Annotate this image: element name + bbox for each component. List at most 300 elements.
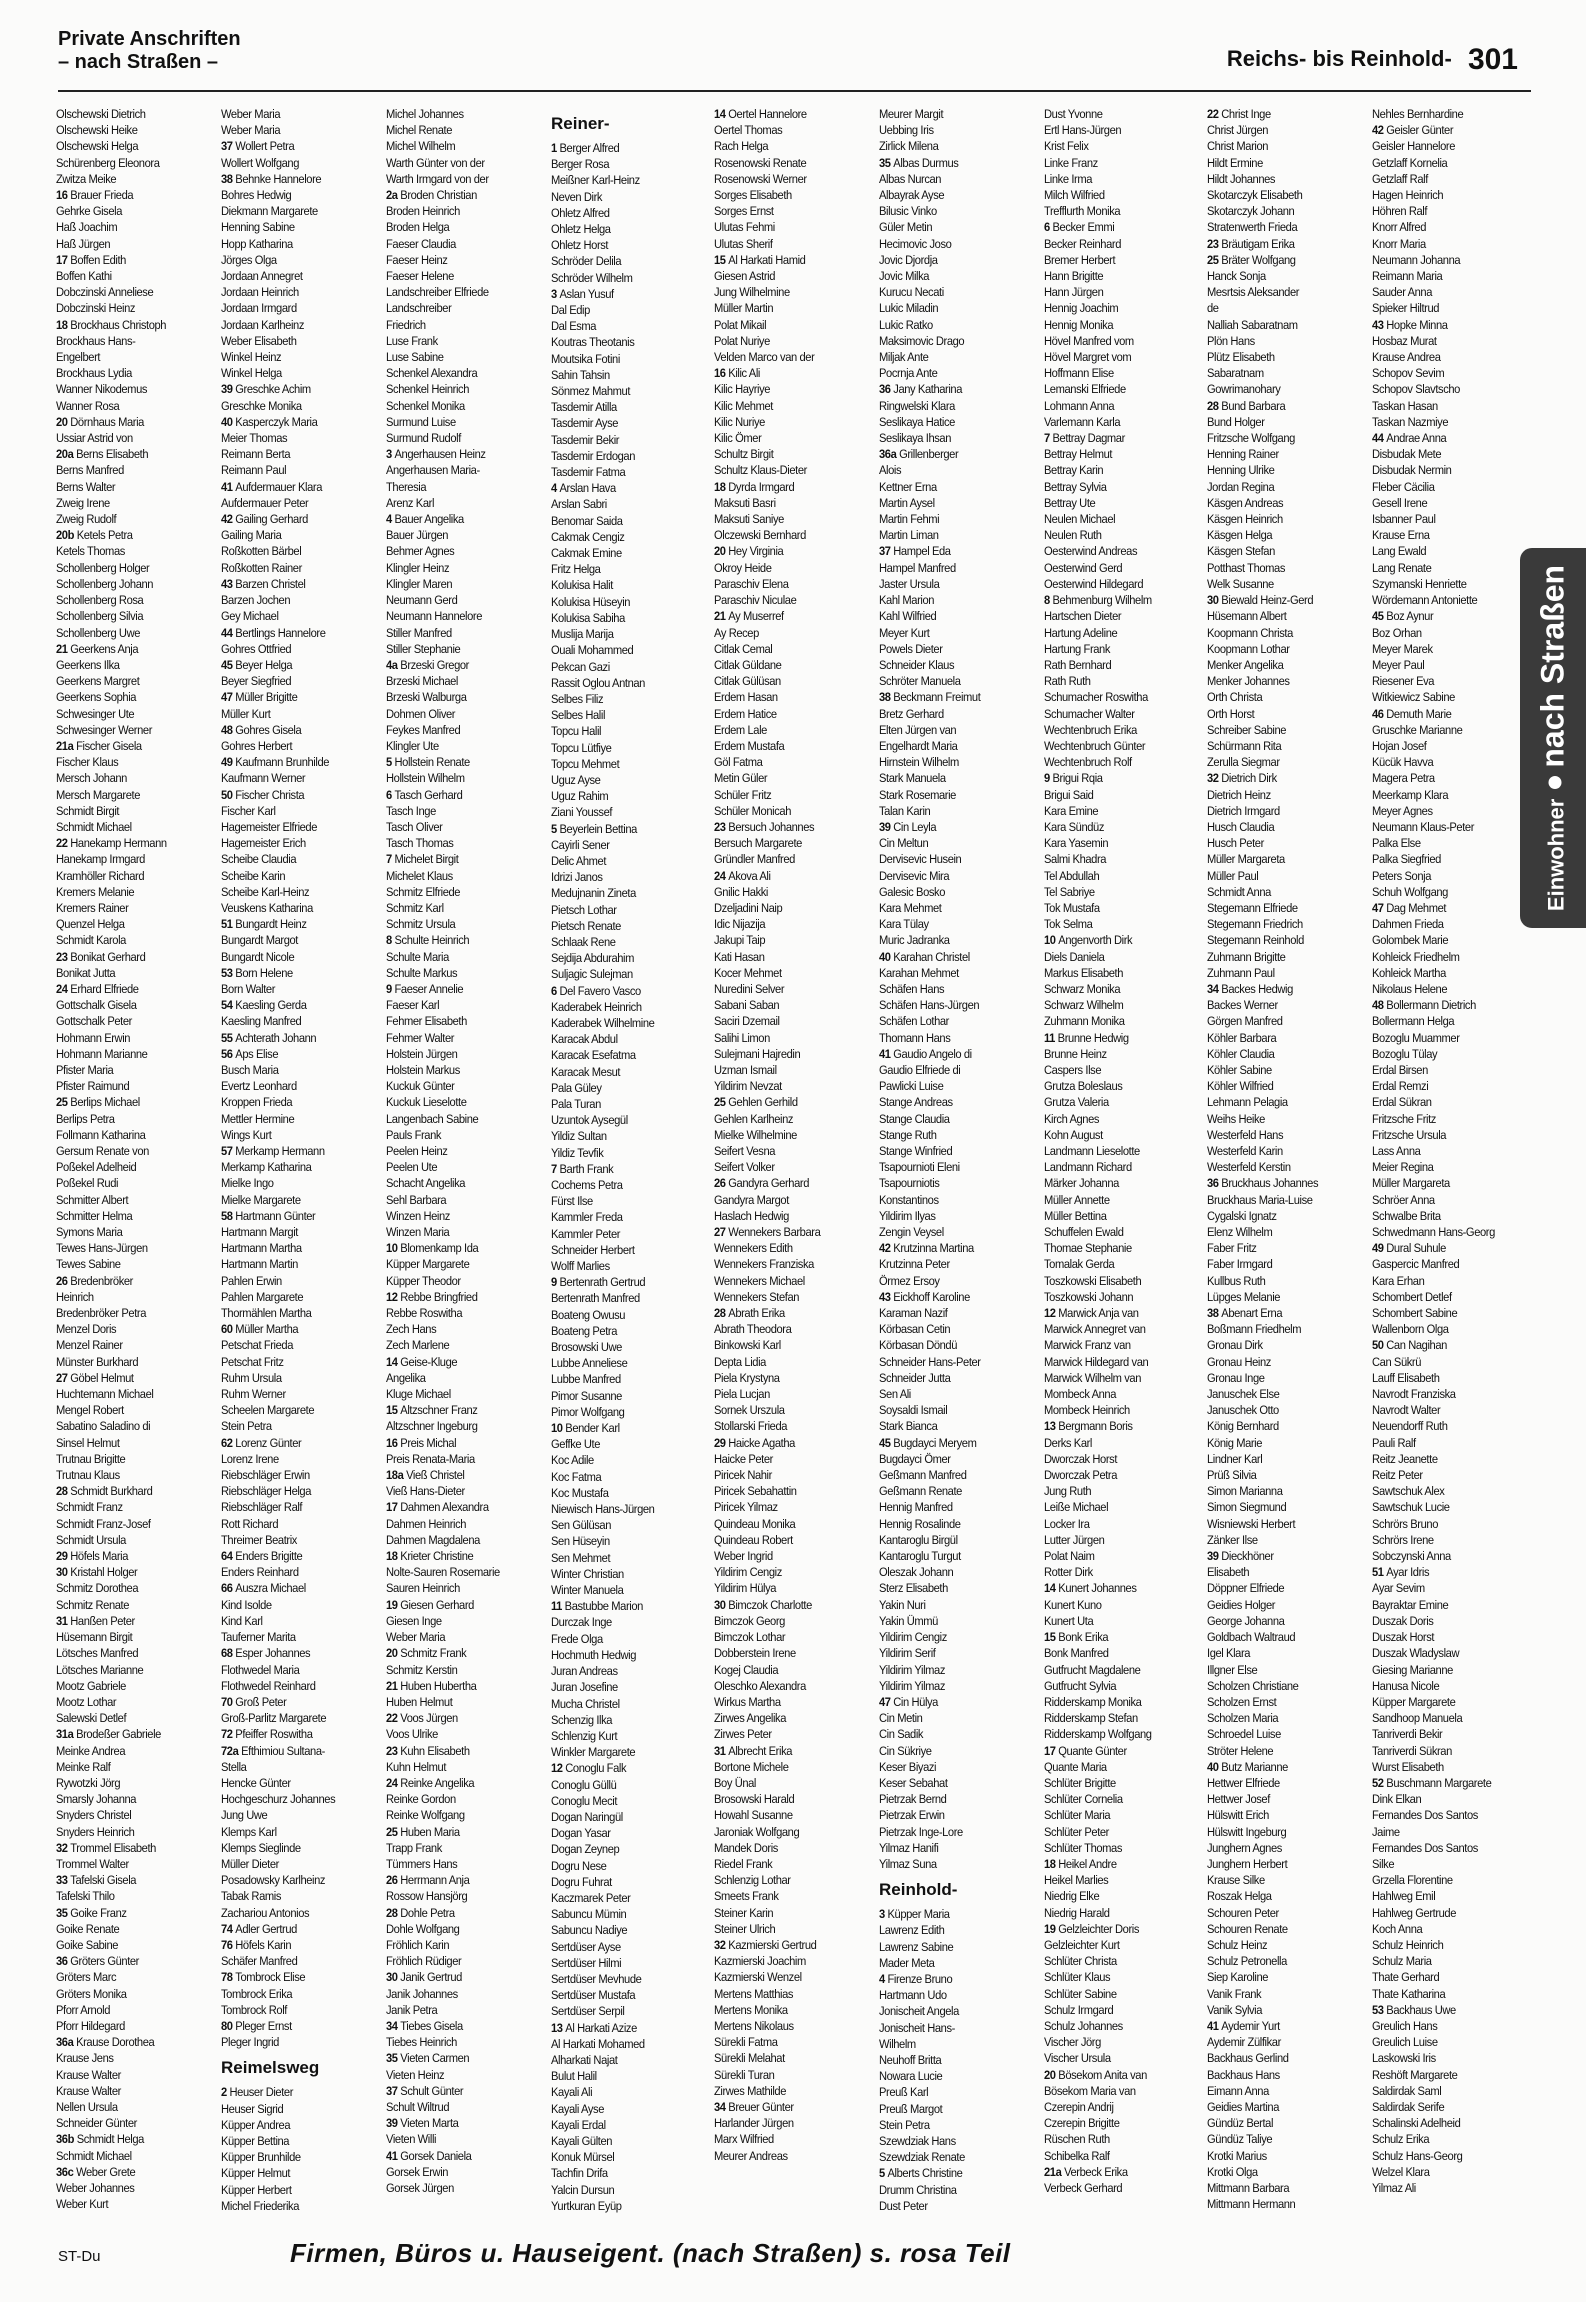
- resident-name: Angerhausen Heinz: [394, 447, 486, 462]
- resident-entry: [714, 1046, 860, 1062]
- resident-entry: [56, 1872, 202, 1888]
- resident-entry: [56, 1483, 202, 1499]
- resident-entry: [1372, 949, 1518, 965]
- resident-entry: [386, 398, 532, 414]
- resident-name: Höhren Ralf: [1372, 204, 1428, 219]
- resident-name: Cin Metin: [879, 1711, 923, 1726]
- resident-name: Zirwes Peter: [714, 1727, 772, 1742]
- listing-column: [1044, 106, 1206, 2196]
- resident-entry: [714, 1532, 860, 1548]
- resident-name: Potthast Thomas: [1207, 560, 1286, 575]
- resident-name: Vieten Heinz: [386, 2067, 445, 2082]
- house-number: 37: [221, 139, 236, 154]
- resident-entry: [551, 1955, 697, 1971]
- resident-name: Pimor Susanne: [551, 1388, 622, 1403]
- resident-entry: [56, 2050, 202, 2066]
- resident-entry: [386, 171, 532, 187]
- resident-name: Cin Sükriye: [879, 1743, 932, 1758]
- resident-entry: [221, 1532, 367, 1548]
- house-number: 20a: [56, 447, 77, 462]
- resident-name: Rebbe Roswitha: [386, 1306, 463, 1321]
- resident-name: Prüß Silvia: [1207, 1468, 1257, 1483]
- resident-entry: [1044, 1030, 1190, 1046]
- section-side-tab[interactable]: [1520, 548, 1586, 928]
- resident-entry: [56, 916, 202, 932]
- resident-entry: [221, 1743, 367, 1759]
- resident-name: Evertz Leonhard: [221, 1079, 297, 1094]
- resident-name: Plön Hans: [1207, 333, 1255, 348]
- resident-entry: [551, 1452, 697, 1468]
- resident-entry: [1044, 576, 1190, 592]
- resident-name: Wennekers Edith: [714, 1241, 793, 1256]
- resident-name: Käsgen Andreas: [1207, 495, 1284, 510]
- footer-code: ST-Du: [58, 2248, 101, 2265]
- resident-name: Hartmann Margit: [221, 1225, 298, 1240]
- resident-entry: [1207, 1969, 1353, 1985]
- resident-name: Dahmen Heinrich: [386, 1516, 467, 1531]
- resident-name: Schroedel Luise: [1207, 1727, 1281, 1742]
- resident-name: Alois: [879, 463, 902, 478]
- resident-name: Müller Martin: [714, 301, 774, 316]
- listing-column: [221, 106, 383, 2214]
- resident-name: Kayali Ayse: [551, 2101, 605, 2116]
- resident-entry: [879, 673, 1025, 689]
- resident-entry: [386, 138, 532, 154]
- resident-name: Fröhlich Karin: [386, 1937, 450, 1952]
- house-number: 5: [386, 755, 395, 770]
- resident-name: Hagemeister Erich: [221, 836, 306, 851]
- resident-entry: [221, 1435, 367, 1451]
- resident-entry: [714, 1856, 860, 1872]
- resident-name: Ströter Helene: [1207, 1743, 1274, 1758]
- resident-name: Bortone Michele: [714, 1759, 789, 1774]
- resident-entry: [551, 691, 697, 707]
- section-title: [58, 28, 241, 74]
- house-number: 38: [879, 690, 894, 705]
- resident-entry: [221, 1499, 367, 1515]
- resident-name: Hampel Eda: [893, 544, 951, 559]
- resident-name: Scholzen Maria: [1207, 1711, 1279, 1726]
- resident-name: Weber Kurt: [56, 2197, 109, 2212]
- resident-entry: [879, 1192, 1025, 1208]
- resident-name: Uguz Ayse: [551, 772, 601, 787]
- resident-name: Behnke Hannelore: [235, 171, 322, 186]
- resident-name: Oesterwind Hildegard: [1044, 576, 1144, 591]
- resident-entry: [221, 138, 367, 154]
- resident-entry: [879, 1694, 1025, 1710]
- resident-name: Schwedmann Hans-Georg: [1372, 1225, 1495, 1240]
- resident-entry: [1372, 1127, 1518, 1143]
- resident-entry: [1207, 949, 1353, 965]
- resident-name: Stein Petra: [221, 1419, 272, 1434]
- resident-entry: [1207, 252, 1353, 268]
- resident-entry: [1372, 2131, 1518, 2147]
- house-number: 44: [1372, 431, 1387, 446]
- resident-name: Zech Marlene: [386, 1338, 450, 1353]
- resident-entry: [714, 1370, 860, 1386]
- resident-entry: [386, 657, 532, 673]
- resident-name: Jordaan Karlheinz: [221, 317, 305, 332]
- resident-name: Suljagic Sulejman: [551, 967, 633, 982]
- resident-name: Mucha Christel: [551, 1696, 620, 1711]
- resident-entry: [221, 916, 367, 932]
- resident-name: Angerhausen Maria-: [386, 463, 480, 478]
- resident-entry: [56, 1953, 202, 1969]
- resident-name: Scholzen Ernst: [1207, 1694, 1277, 1709]
- resident-entry: [1044, 1240, 1190, 1256]
- resident-name: Bettray Sylvia: [1044, 479, 1107, 494]
- resident-name: Pahlen Margarete: [221, 1289, 304, 1304]
- resident-name: Michelet Klaus: [386, 868, 453, 883]
- resident-name: Pfeiffer Roswitha: [235, 1727, 313, 1742]
- resident-name: Born Helene: [235, 965, 293, 980]
- resident-name: Lindner Karl: [1207, 1451, 1263, 1466]
- resident-entry: [386, 349, 532, 365]
- resident-name: Goike Sabine: [56, 1937, 119, 1952]
- resident-entry: [1044, 884, 1190, 900]
- listing-column: [551, 106, 713, 2214]
- resident-entry: [1372, 300, 1518, 316]
- resident-entry: [1044, 1597, 1190, 1613]
- resident-entry: [1207, 1289, 1353, 1305]
- house-number: 15: [386, 1403, 401, 1418]
- house-number: 4: [551, 481, 560, 496]
- resident-name: Schollenberg Holger: [56, 560, 150, 575]
- resident-entry: [386, 1483, 532, 1499]
- house-number: 16: [56, 188, 71, 203]
- resident-entry: [1372, 495, 1518, 511]
- resident-name: Powels Dieter: [879, 641, 943, 656]
- resident-entry: [551, 1501, 697, 1517]
- resident-name: Tasch Gerhard: [394, 787, 463, 802]
- resident-entry: [714, 1273, 860, 1289]
- resident-name: Küpper Margarete: [386, 1257, 470, 1272]
- resident-entry: [56, 754, 202, 770]
- resident-name: Yakin Nuri: [879, 1597, 926, 1612]
- resident-entry: [221, 381, 367, 397]
- resident-name: Roszak Helga: [1207, 1889, 1272, 1904]
- resident-entry: [1207, 1175, 1353, 1191]
- resident-name: Disbudak Mete: [1372, 447, 1442, 462]
- resident-entry: [1372, 1807, 1518, 1823]
- resident-name: Maksimovic Drago: [879, 333, 965, 348]
- resident-name: Kilic Nuriye: [714, 414, 765, 429]
- resident-entry: [1044, 1710, 1190, 1726]
- resident-entry: [714, 641, 860, 657]
- resident-entry: [221, 949, 367, 965]
- resident-name: Klemps Karl: [221, 1824, 277, 1839]
- resident-entry: [879, 333, 1025, 349]
- resident-name: Orth Horst: [1207, 706, 1255, 721]
- resident-entry: [221, 2084, 367, 2100]
- resident-name: Marwick Annegret van: [1044, 1322, 1146, 1337]
- resident-entry: [879, 2084, 1025, 2100]
- resident-entry: [879, 1955, 1025, 1971]
- resident-entry: [1207, 576, 1353, 592]
- resident-name: Akova Ali: [728, 868, 771, 883]
- resident-name: Navrodt Walter: [1372, 1403, 1441, 1418]
- resident-name: Koopmann Lothar: [1207, 641, 1290, 656]
- resident-entry: [714, 2131, 860, 2147]
- resident-name: Müller Margareta: [1207, 852, 1285, 867]
- resident-name: Tewes Sabine: [56, 1257, 121, 1272]
- resident-entry: [1044, 770, 1190, 786]
- resident-entry: [879, 916, 1025, 932]
- resident-entry: [1372, 787, 1518, 803]
- resident-name: Firenze Bruno: [887, 1971, 953, 1986]
- resident-name: Zirlick Milena: [879, 139, 939, 154]
- resident-entry: [221, 1516, 367, 1532]
- resident-entry: [386, 1662, 532, 1678]
- resident-entry: [551, 1339, 697, 1355]
- resident-name: Kilic Ömer: [714, 431, 762, 446]
- resident-name: Ridderskamp Stefan: [1044, 1711, 1138, 1726]
- resident-name: Bimczok Charlotte: [728, 1597, 812, 1612]
- resident-name: Kullbus Ruth: [1207, 1273, 1266, 1288]
- resident-name: Höfels Maria: [70, 1549, 129, 1564]
- resident-entry: [1044, 349, 1190, 365]
- resident-name: Kolukisa Sabiha: [551, 610, 625, 625]
- resident-entry: [386, 1548, 532, 1564]
- resident-name: Bollermann Dietrich: [1386, 998, 1476, 1013]
- resident-name: Tasdemir Atilla: [551, 400, 617, 415]
- resident-entry: [1044, 851, 1190, 867]
- resident-name: Navrodt Franziska: [1372, 1387, 1456, 1402]
- resident-name: Erhard Elfriede: [70, 981, 139, 996]
- resident-name: Quante Maria: [1044, 1759, 1107, 1774]
- resident-entry: [56, 106, 202, 122]
- house-number: 45: [221, 657, 236, 672]
- resident-entry: [56, 2180, 202, 2196]
- resident-name: Landmann Lieselotte: [1044, 1144, 1140, 1158]
- resident-name: Wolff Marlies: [551, 1259, 610, 1274]
- resident-entry: [221, 1305, 367, 1321]
- resident-entry: [221, 155, 367, 171]
- resident-entry: [386, 868, 532, 884]
- resident-entry: [1207, 398, 1353, 414]
- resident-entry: [1207, 1111, 1353, 1127]
- resident-entry: [551, 2101, 697, 2117]
- resident-name: Bredenbröker: [70, 1273, 134, 1288]
- resident-name: Zirwes Mathilde: [714, 2083, 787, 2098]
- house-number: 21a: [56, 738, 77, 753]
- resident-entry: [1044, 641, 1190, 657]
- resident-name: Schmidt Anna: [1207, 884, 1271, 899]
- resident-name: Voos Ulrike: [386, 1727, 438, 1742]
- resident-entry: [1372, 106, 1518, 122]
- resident-name: Silke: [1372, 1856, 1395, 1871]
- resident-entry: [714, 2067, 860, 2083]
- resident-entry: [56, 657, 202, 673]
- resident-entry: [1207, 2002, 1353, 2018]
- resident-name: Born Walter: [221, 981, 276, 996]
- resident-name: Janik Johannes: [386, 1986, 458, 2001]
- resident-name: Tiebes Heinrich: [386, 2035, 457, 2050]
- resident-entry: [56, 1192, 202, 1208]
- resident-entry: [56, 430, 202, 446]
- resident-entry: [1044, 835, 1190, 851]
- resident-entry: [551, 1874, 697, 1890]
- house-number: 27: [714, 1225, 729, 1240]
- resident-entry: [714, 754, 860, 770]
- resident-entry: [386, 1759, 532, 1775]
- resident-entry: [879, 1483, 1025, 1499]
- resident-entry: [1207, 1710, 1353, 1726]
- resident-entry: [56, 738, 202, 754]
- resident-name: Krause Jens: [56, 2051, 114, 2066]
- resident-entry: [1372, 1175, 1518, 1191]
- resident-name: Gohres Ottfried: [221, 641, 292, 656]
- resident-entry: [551, 1728, 697, 1744]
- resident-entry: [386, 430, 532, 446]
- resident-entry: [1207, 592, 1353, 608]
- resident-name: Tasch Oliver: [386, 819, 443, 834]
- resident-name: Märker Johanna: [1044, 1176, 1119, 1191]
- resident-name: Giesing Marianne: [1372, 1662, 1453, 1677]
- resident-name: Szewdziak Hans: [879, 2133, 956, 2148]
- resident-name: Uebbing Iris: [879, 123, 934, 138]
- resident-entry: [714, 430, 860, 446]
- resident-name: Köhler Wilfried: [1207, 1079, 1274, 1094]
- resident-entry: [1372, 1499, 1518, 1515]
- resident-name: Sertdüser Mustafa: [551, 1988, 636, 2003]
- resident-entry: [1044, 1564, 1190, 1580]
- resident-entry: [56, 1094, 202, 1110]
- resident-name: Conoglu Falk: [565, 1761, 627, 1776]
- resident-name: Küpper Andrea: [221, 2117, 291, 2132]
- resident-entry: [221, 1580, 367, 1596]
- resident-name: Okroy Heide: [714, 560, 772, 575]
- resident-name: Körbasan Cetin: [879, 1322, 951, 1337]
- resident-entry: [56, 1013, 202, 1029]
- resident-name: König Bernhard: [1207, 1419, 1279, 1434]
- resident-name: Geerkens Sophia: [56, 690, 137, 705]
- resident-name: Schulz Heinrich: [1372, 1937, 1444, 1952]
- resident-entry: [879, 819, 1025, 835]
- resident-entry: [1372, 1467, 1518, 1483]
- resident-entry: [221, 1240, 367, 1256]
- resident-name: Knorr Alfred: [1372, 220, 1427, 235]
- resident-entry: [714, 1759, 860, 1775]
- resident-name: Selbes Filiz: [551, 691, 604, 706]
- resident-entry: [1207, 1127, 1353, 1143]
- resident-name: Haicke Agatha: [728, 1435, 795, 1450]
- resident-name: Stegemann Reinhold: [1207, 933, 1304, 948]
- resident-name: Giesen Inge: [386, 1613, 442, 1628]
- resident-name: Flothwedel Maria: [221, 1662, 300, 1677]
- resident-name: Paraschiv Elena: [714, 576, 789, 591]
- house-number: 42: [221, 512, 236, 527]
- resident-entry: [221, 511, 367, 527]
- house-number: 68: [221, 1646, 236, 1661]
- resident-name: Breuer Günter: [728, 2099, 794, 2114]
- resident-name: Isbanner Paul: [1372, 512, 1436, 527]
- resident-entry: [1044, 284, 1190, 300]
- resident-entry: [386, 1094, 532, 1110]
- resident-entry: [1207, 1645, 1353, 1661]
- resident-entry: [879, 689, 1025, 705]
- resident-entry: [1207, 543, 1353, 559]
- resident-name: Locker Ira: [1044, 1516, 1090, 1531]
- resident-name: Depta Lidia: [714, 1354, 766, 1369]
- resident-name: König Marie: [1207, 1435, 1263, 1450]
- resident-name: Adler Gertrud: [235, 1921, 297, 1936]
- resident-name: Sürekli Fatma: [714, 2035, 778, 2050]
- house-number: 28: [1207, 398, 1222, 413]
- resident-name: Vieß Hans-Dieter: [386, 1484, 465, 1499]
- house-number: 20: [386, 1646, 401, 1661]
- resident-entry: [714, 1726, 860, 1742]
- resident-entry: [221, 1888, 367, 1904]
- resident-name: Dohle Wolfgang: [386, 1921, 460, 1936]
- listing-column: [879, 106, 1041, 2214]
- resident-name: Schröter Manuela: [879, 674, 961, 689]
- resident-entry: [221, 479, 367, 495]
- resident-entry: [714, 171, 860, 187]
- resident-name: Müller Margareta: [1372, 1176, 1450, 1191]
- resident-entry: [714, 1921, 860, 1937]
- resident-name: Schlenzig Kurt: [551, 1728, 618, 1743]
- resident-entry: [386, 706, 532, 722]
- resident-name: Cin Meltun: [879, 836, 929, 851]
- resident-entry: [879, 1451, 1025, 1467]
- resident-entry: [879, 155, 1025, 171]
- resident-entry: [879, 1678, 1025, 1694]
- resident-name: Bohres Hedwig: [221, 188, 292, 203]
- resident-entry: [221, 1386, 367, 1402]
- resident-name: Dietrich Heinz: [1207, 787, 1271, 802]
- resident-entry: [56, 2115, 202, 2131]
- resident-entry: [56, 1645, 202, 1661]
- resident-entry: [1372, 349, 1518, 365]
- resident-entry: [56, 576, 202, 592]
- resident-name: Miljak Ante: [879, 350, 929, 365]
- house-number: 36a: [879, 447, 900, 462]
- resident-entry: [879, 462, 1025, 478]
- resident-name: Schulz Heinz: [1207, 1937, 1268, 1952]
- resident-entry: [879, 868, 1025, 884]
- resident-name: Lötsches Marianne: [56, 1662, 144, 1677]
- resident-name: Januschek Else: [1207, 1387, 1280, 1402]
- resident-entry: [1372, 1662, 1518, 1678]
- resident-entry: [1372, 543, 1518, 559]
- resident-entry: [1207, 495, 1353, 511]
- resident-entry: [879, 835, 1025, 851]
- resident-name: Geidies Holger: [1207, 1597, 1276, 1612]
- resident-entry: [221, 2002, 367, 2018]
- resident-entry: [221, 1710, 367, 1726]
- resident-entry: [714, 349, 860, 365]
- resident-entry: [1044, 1872, 1190, 1888]
- resident-name: Duszak Horst: [1372, 1630, 1435, 1645]
- resident-entry: [879, 1840, 1025, 1856]
- resident-entry: [1044, 171, 1190, 187]
- resident-name: Sürekli Turan: [714, 2067, 775, 2082]
- resident-name: Albas Durmus: [893, 155, 959, 170]
- resident-name: Ouali Mohammed: [551, 643, 634, 658]
- house-number: 34: [714, 2099, 729, 2114]
- resident-name: Ussiar Astrid von: [56, 431, 133, 446]
- resident-entry: [386, 932, 532, 948]
- house-number: 14: [714, 107, 729, 121]
- resident-name: Meinke Ralf: [56, 1759, 111, 1774]
- resident-name: Muric Jadranka: [879, 933, 950, 948]
- resident-name: Simon Marianna: [1207, 1484, 1283, 1499]
- house-number: 54: [221, 998, 236, 1013]
- resident-name: Scheelen Margarete: [221, 1403, 315, 1418]
- resident-name: Martin Fehmi: [879, 512, 940, 527]
- resident-entry: [714, 155, 860, 171]
